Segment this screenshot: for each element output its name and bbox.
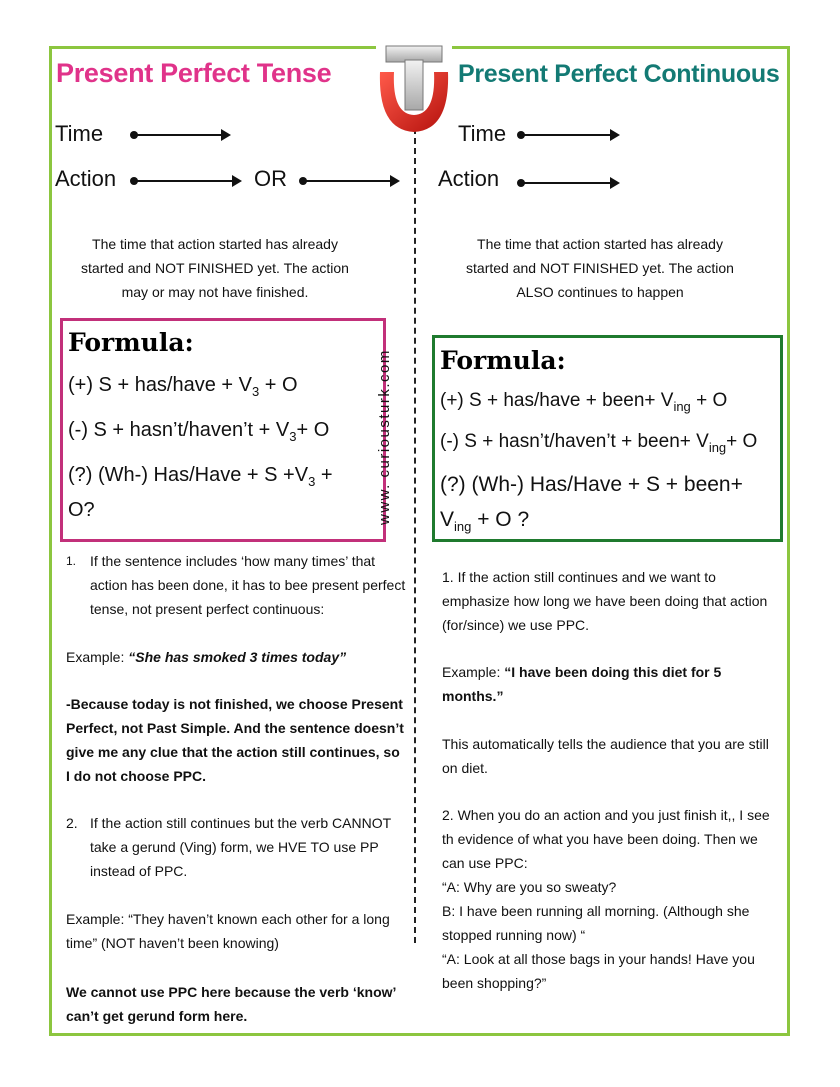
left-time-arrow	[134, 134, 229, 136]
left-rule1-number: 1.	[66, 554, 77, 568]
right-dialog1: “A: Why are you so sweaty?	[442, 879, 617, 895]
left-formula-negative: (-) S + hasn’t/haven’t + $V_3+ O$	[68, 419, 330, 444]
left-action-label: Action	[55, 166, 117, 191]
right-formula-question: (?) (Wh-) Has/Have + S + been+	[440, 473, 743, 496]
right-time-label: Time	[458, 121, 507, 146]
left-action-arrow	[134, 180, 240, 182]
right-formula-positive: (+) S + has/have + been+ $V_{ing} + O$	[440, 390, 728, 414]
right-time-arrow	[521, 134, 618, 136]
left-rule2-number: 2.	[66, 815, 78, 831]
left-explanation2: We cannot use PPC here because the verb ‘know’ can’t get gerund form here.	[66, 984, 396, 1024]
right-description: The time that action started has already started and NOT FINISHED yet. The action ALSO continues to happen	[466, 236, 734, 300]
left-description: The time that action started has already started and NOT FINISHED yet. The action may or may not have finished.	[81, 236, 349, 300]
left-or-arrow	[303, 180, 398, 182]
left-formula-title: Formula:	[68, 328, 194, 357]
left-rule1-text: If the sentence includes ‘how many times’ that action has been done, it has to bee present perfect tense, not present perfect continuous:	[90, 553, 406, 617]
right-formula-negative: (-) S + hasn’t/haven’t + been+ $V_{ing}+ O$	[440, 431, 758, 455]
left-time-label: Time	[55, 121, 104, 146]
right-formula-title: Formula:	[440, 346, 566, 375]
left-formula-question-end: O?	[68, 499, 95, 521]
left-formula-box	[60, 318, 386, 542]
right-auto-text: This automatically tells the audience that you are still on diet.	[442, 736, 769, 776]
column-divider	[414, 128, 416, 943]
right-formula-question-end: $V_{ing} + O$ ?	[440, 508, 530, 535]
left-or-label: OR	[254, 166, 287, 191]
right-rule2: 2. When you do an action and you just finish it,, I see th evidence of what you have been doing. Then we can use PPC:	[442, 807, 770, 871]
right-action-label: Action	[438, 166, 500, 191]
left-formula-question: (?) (Wh-) Has/Have + $S +V_3$ +	[68, 464, 333, 489]
curiousturk-logo	[374, 42, 454, 134]
right-dialog3: “A: Look at all those bags in your hands! Have you been shopping?”	[442, 951, 755, 991]
left-formula-positive: (+) S + has/have + $V_3 + O$	[68, 374, 298, 399]
right-title: Present Perfect Continuous	[458, 60, 780, 88]
left-title: Present Perfect Tense	[56, 58, 332, 88]
right-rule1: 1. If the action still continues and we want to emphasize how long we have been doing that action (for/since) we use PPC.	[442, 569, 768, 633]
left-explanation1: -Because today is not finished, we choose Present Perfect, not Past Simple. And the sentence doesn’t give me any clue that the action still continues, so I do not choose PPC.	[66, 696, 404, 784]
left-example1: Example: “She has smoked 3 times today”	[66, 649, 347, 665]
left-example2: Example: “They haven’t known each other for a long time” (NOT haven’t been knowing)	[66, 911, 390, 951]
right-formula-box	[432, 335, 783, 542]
right-example1: Example: “I have been doing this diet for 5 months.”	[442, 664, 722, 704]
website-text: www. curiousturk.com	[376, 349, 393, 525]
left-rule2-text: If the action still continues but the verb CANNOT take a gerund (Ving) form, we HVE TO use PP instead of PPC.	[90, 815, 391, 879]
right-dialog2: B: I have been running all morning. (Although she stopped running now) “	[442, 903, 750, 943]
right-action-arrow	[521, 182, 618, 184]
